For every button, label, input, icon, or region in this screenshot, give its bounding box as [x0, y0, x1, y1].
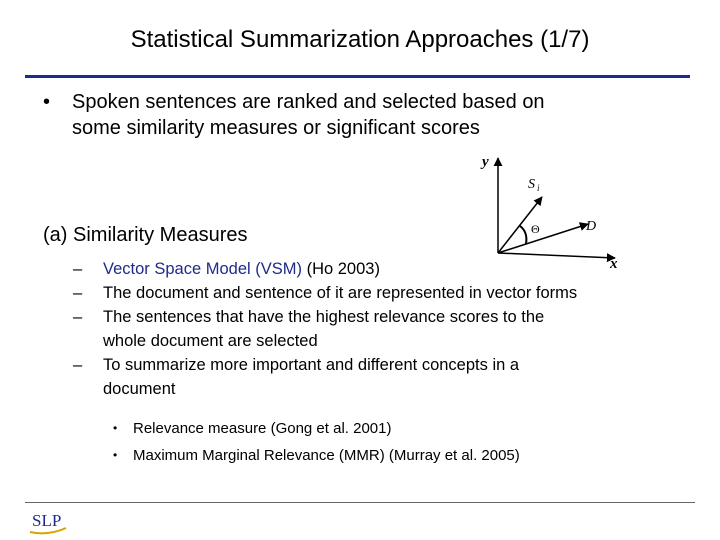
angle-label: Θ — [531, 222, 540, 236]
sub-item-text: Maximum Marginal Relevance (MMR) (Murray et al. 2005) — [133, 447, 520, 464]
sub-list-item — [113, 415, 673, 442]
sub-list-item — [113, 442, 673, 469]
list-item-text-line1: The sentences that have the highest relevance scores to the — [103, 308, 545, 326]
list-item — [73, 257, 688, 281]
sub-bullet-dot: • — [113, 421, 118, 435]
list-item — [73, 305, 688, 353]
main-bullet-line1: Spoken sentences are ranked and selected based on — [72, 91, 545, 113]
vsm-citation: (Ho 2003) — [302, 260, 380, 278]
main-bullet-line2: some similarity measures or significant scores — [72, 117, 480, 139]
main-bullet — [43, 89, 693, 141]
sub-item-text: Relevance measure (Gong et al. 2001) — [133, 420, 392, 437]
section-heading: (a) Similarity Measures — [43, 224, 248, 246]
x-axis-label: x — [610, 256, 618, 270]
dash-marker: – — [73, 260, 83, 278]
vsm-link-text: Vector Space Model (VSM) — [103, 260, 302, 278]
list-item-text-line1: To summarize more important and different concepts in a — [103, 356, 520, 374]
logo-text: SLP — [32, 511, 62, 530]
dash-marker: – — [73, 284, 83, 302]
slp-logo — [28, 506, 68, 536]
list-item-text-line2: whole document are selected — [103, 332, 318, 350]
document-vector — [498, 224, 588, 253]
dash-marker: – — [73, 308, 83, 326]
title-underline — [25, 75, 690, 78]
dash-list — [73, 257, 688, 401]
slide-title: Statistical Summarization Approaches (1/7) — [130, 26, 590, 53]
vector-space-diagram — [470, 150, 630, 270]
sentence-vector-subscript: i — [537, 183, 540, 193]
list-item-text-line2: document — [103, 380, 176, 398]
dash-marker: – — [73, 356, 83, 374]
list-item — [73, 281, 688, 305]
footer-rule — [25, 502, 695, 503]
sub-bullet-dot: • — [113, 448, 118, 462]
list-item — [73, 353, 688, 401]
list-item-text: The document and sentence of it are represented in vector forms — [103, 284, 578, 302]
angle-arc — [520, 226, 526, 244]
sub-list — [113, 415, 673, 469]
bullet-dot: • — [43, 91, 51, 113]
y-axis-label: y — [482, 154, 489, 170]
document-vector-label: D — [586, 219, 597, 234]
sentence-vector-label: S — [528, 177, 535, 192]
